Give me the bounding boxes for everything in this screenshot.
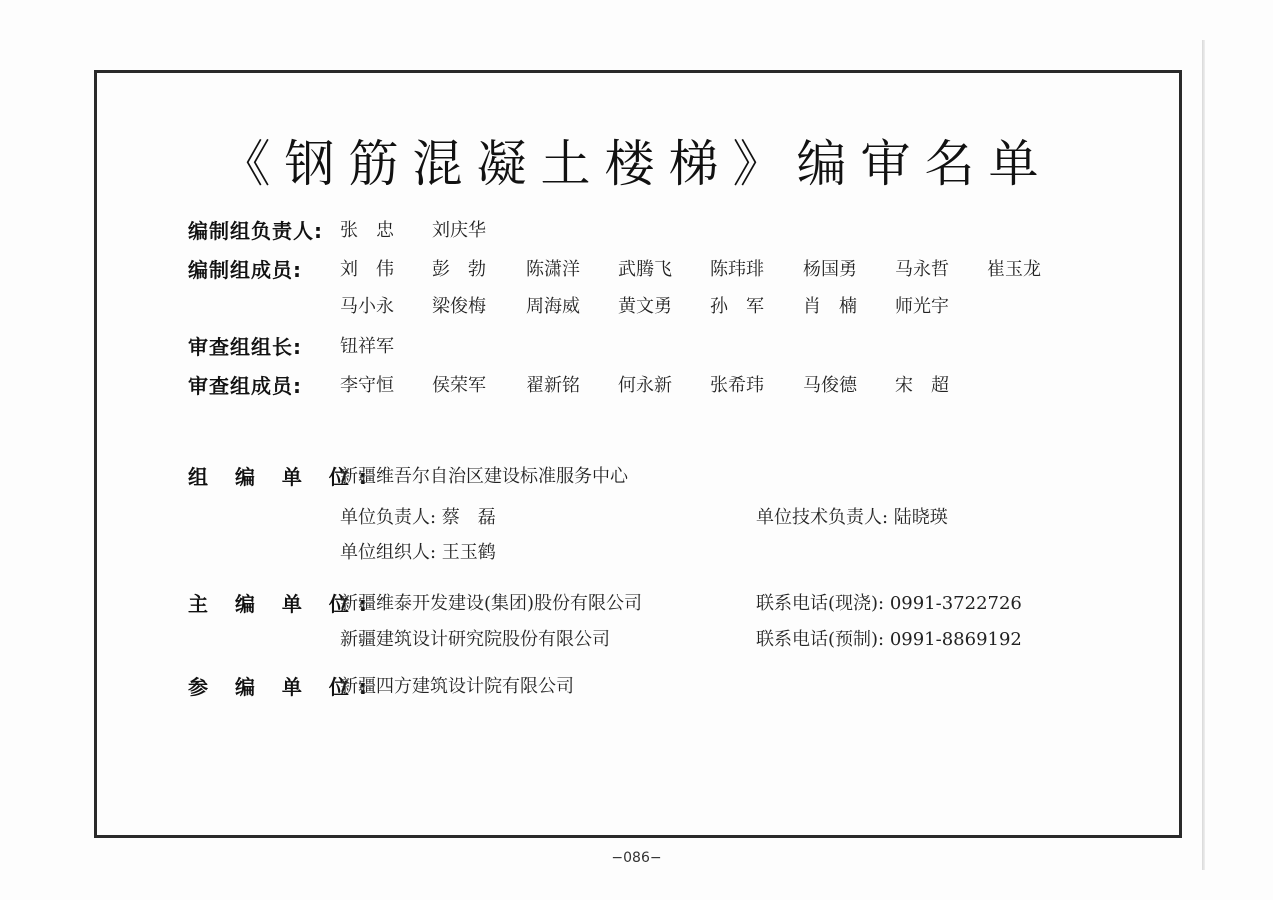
person-name: 张 忠 xyxy=(340,220,394,241)
chief-editor-label: 主 编 单 位: xyxy=(188,592,377,616)
person-name: 周海威 xyxy=(526,296,580,317)
organizer-name: 新疆维吾尔自治区建设标准服务中心 xyxy=(340,466,628,487)
review-members-label: 审查组成员: xyxy=(188,374,302,398)
person-name: 马永哲 xyxy=(895,259,949,280)
person-name: 马俊德 xyxy=(803,375,857,396)
person-name: 张希玮 xyxy=(710,375,764,396)
person-name: 杨国勇 xyxy=(803,259,857,280)
person-name: 肖 楠 xyxy=(803,296,857,317)
person-name: 侯荣军 xyxy=(432,375,486,396)
participant-unit: 新疆四方建筑设计院有限公司 xyxy=(340,676,574,697)
person-name: 崔玉龙 xyxy=(987,259,1041,280)
person-name: 马小永 xyxy=(340,296,394,317)
person-name: 黄文勇 xyxy=(618,296,672,317)
person-name: 刘 伟 xyxy=(340,259,394,280)
contact-phone: 联系电话(预制): 0991-8869192 xyxy=(756,629,1022,650)
contact-phone: 联系电话(现浇): 0991-3722726 xyxy=(756,593,1022,614)
person-name: 刘庆华 xyxy=(432,220,486,241)
person-name: 陈玮琲 xyxy=(710,259,764,280)
participant-label: 参 编 单 位: xyxy=(188,675,377,699)
person-name: 武腾飞 xyxy=(618,259,672,280)
organizer-head: 单位负责人: 蔡 磊 xyxy=(340,507,496,528)
person-name: 宋 超 xyxy=(895,375,949,396)
review-leader-label: 审查组组长: xyxy=(188,335,302,359)
chief-editor-unit: 新疆维泰开发建设(集团)股份有限公司 xyxy=(340,593,643,614)
organizer-tech-head: 单位技术负责人: 陆晓瑛 xyxy=(756,507,948,528)
person-name: 彭 勃 xyxy=(432,259,486,280)
person-name: 师光宇 xyxy=(895,296,949,317)
organizer-person: 单位组织人: 王玉鹤 xyxy=(340,542,496,563)
person-name: 翟新铭 xyxy=(526,375,580,396)
person-name: 钮祥军 xyxy=(340,336,394,357)
person-name: 陈潇洋 xyxy=(526,259,580,280)
person-name: 孙 军 xyxy=(710,296,764,317)
compile-leader-label: 编制组负责人: xyxy=(188,219,323,243)
page-number: −086− xyxy=(611,850,662,866)
person-name: 梁俊梅 xyxy=(432,296,486,317)
page-title: 《钢筋混凝土楼梯》编审名单 xyxy=(220,135,1053,193)
person-name: 何永新 xyxy=(618,375,672,396)
person-name: 李守恒 xyxy=(340,375,394,396)
organizer-label: 组 编 单 位: xyxy=(188,465,377,489)
chief-editor-unit: 新疆建筑设计研究院股份有限公司 xyxy=(340,629,610,650)
compile-members-label: 编制组成员: xyxy=(188,258,302,282)
